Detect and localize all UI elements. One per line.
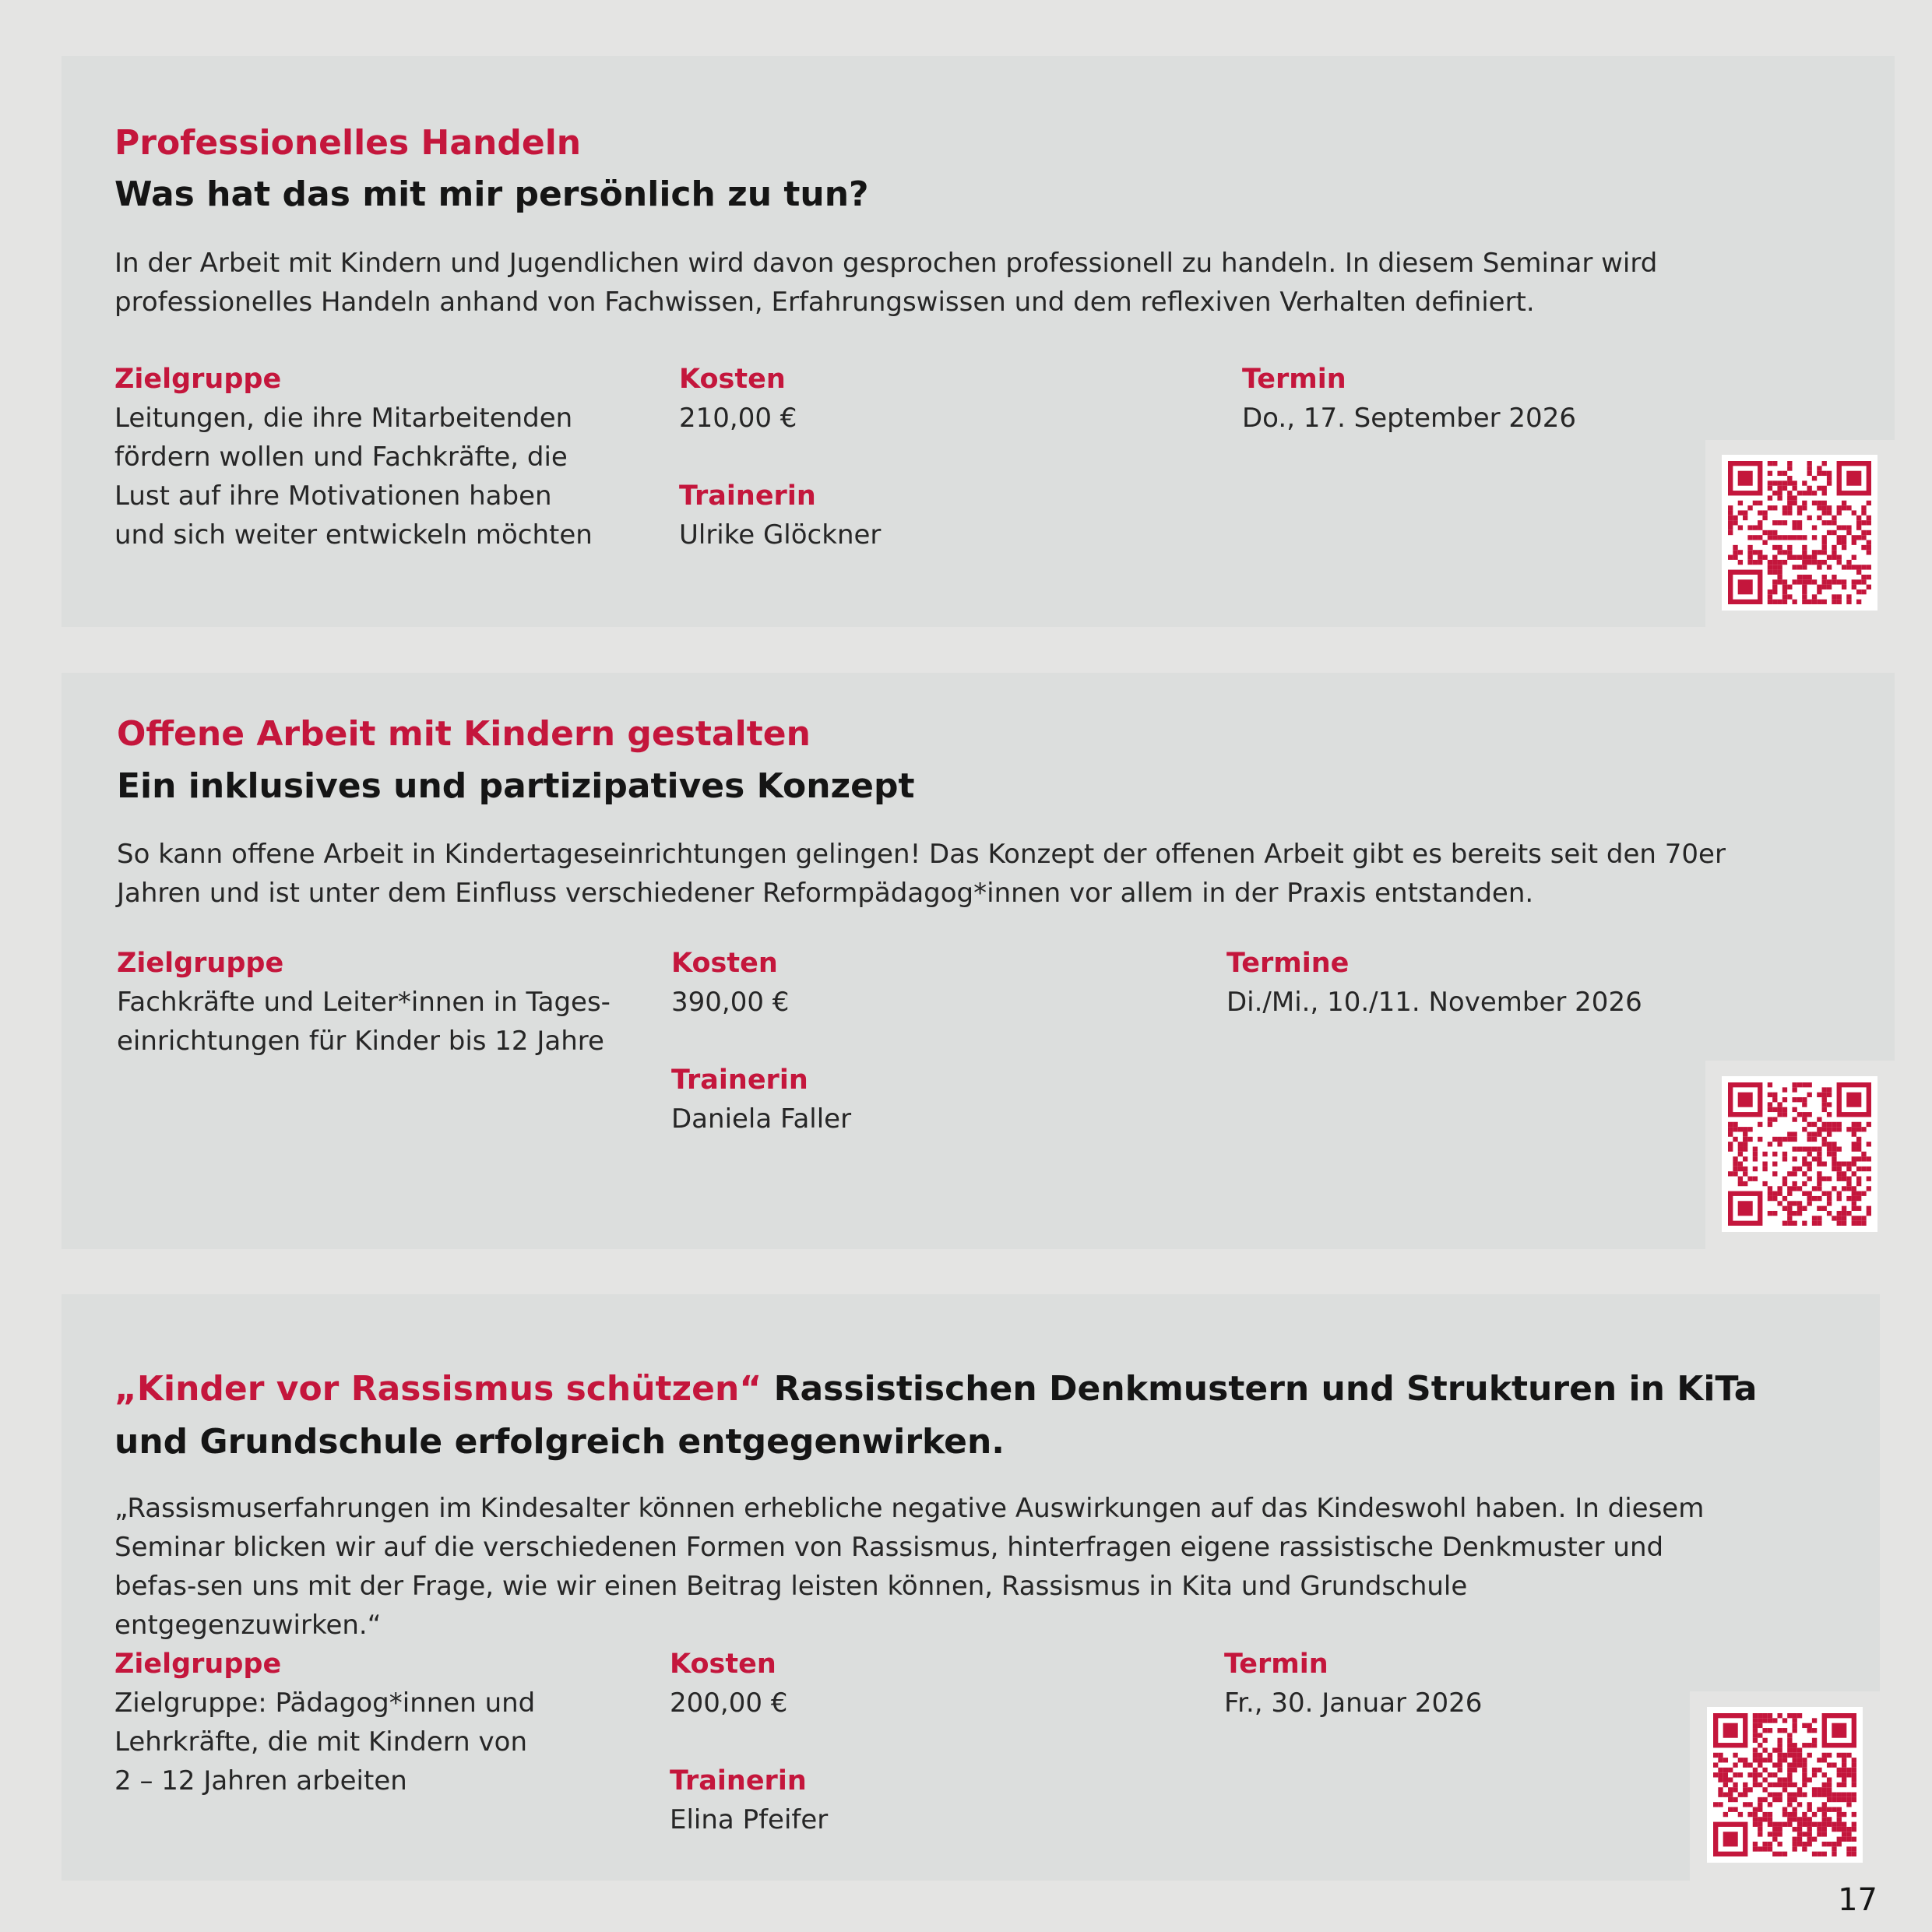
- section-subtitle: Rassistischen Denkmustern und Strukturen in KiTa und Grundschule erfolgreich entgegenwirken.: [114, 1369, 1758, 1462]
- target-label: Zielgruppe: [114, 1649, 282, 1680]
- date-label: Termine: [1226, 948, 1350, 979]
- cost-label: Kosten: [670, 1649, 776, 1680]
- qr-code-2[interactable]: [1722, 1076, 1877, 1232]
- section-title: Professionelles Handeln: [114, 123, 582, 163]
- date-label: Termin: [1224, 1649, 1328, 1680]
- cost-label: Kosten: [671, 948, 778, 979]
- trainer-value: Ulrike Glöckner: [679, 519, 882, 551]
- cost-label: Kosten: [679, 364, 786, 395]
- qr-code-3[interactable]: [1707, 1707, 1863, 1863]
- trainer-value: Daniela Faller: [671, 1103, 852, 1135]
- section-subtitle: Ein inklusives und partizipatives Konzept: [117, 766, 915, 806]
- trainer-label: Trainerin: [670, 1765, 807, 1797]
- target-line: und sich weiter entwickeln möchten: [114, 519, 593, 551]
- date-value: Di./Mi., 10./11. November 2026: [1226, 987, 1642, 1018]
- target-line: 2 – 12 Jahren arbeiten: [114, 1765, 407, 1797]
- target-line: Zielgruppe: Pädagog*innen und: [114, 1687, 536, 1719]
- target-line: fördern wollen und Fachkräfte, die: [114, 442, 568, 473]
- cost-value: 200,00 €: [670, 1687, 788, 1719]
- trainer-label: Trainerin: [679, 480, 816, 512]
- card-offene-arbeit: [62, 673, 1895, 1249]
- cost-value: 210,00 €: [679, 403, 797, 434]
- page-number: 17: [1838, 1882, 1877, 1918]
- date-value: Fr., 30. Januar 2026: [1224, 1687, 1483, 1719]
- section-subtitle: Was hat das mit mir persönlich zu tun?: [114, 174, 869, 214]
- target-line: Fachkräfte und Leiter*innen in Tages-: [117, 987, 611, 1018]
- qr-code-1[interactable]: [1722, 455, 1877, 611]
- section-description: In der Arbeit mit Kindern und Jugendlichen wird davon gesprochen professionell zu handeln. In diesem Seminar wird professionelles Handeln anhand von Fachwissen, Erfahrungswissen und dem reflexiven Verhalten definiert.: [114, 248, 1658, 318]
- date-value: Do., 17. September 2026: [1242, 403, 1576, 434]
- trainer-value: Elina Pfeifer: [670, 1804, 829, 1835]
- section-description: „Rassismuserfahrungen im Kindesalter können erhebliche negative Auswirkungen auf das Kindeswohl haben. In diesem Seminar blicken wir auf die verschiedenen Formen von Rassismus, hinterfragen eigene rassistische Denkmuster und befas-sen uns mit der Frage, wie wir einen Beitrag leisten können, Rassismus in Kita und Grundschule entgegenzuwirken.“: [114, 1493, 1705, 1641]
- cost-value: 390,00 €: [671, 987, 790, 1018]
- section-title: „Kinder vor Rassismus schützen“: [114, 1369, 762, 1409]
- qr-code-icon: [1728, 461, 1871, 604]
- section-title-combined: [114, 1363, 1789, 1469]
- date-label: Termin: [1242, 364, 1346, 395]
- section-description: So kann offene Arbeit in Kindertageseinrichtungen gelingen! Das Konzept der offenen Arbeit gibt es bereits seit den 70er Jahren und ist unter dem Einfluss verschiedener Reformpädagog*innen vor allem in der Praxis entstanden.: [117, 839, 1726, 909]
- qr-code-icon: [1713, 1713, 1856, 1856]
- section-title: Offene Arbeit mit Kindern gestalten: [117, 714, 811, 754]
- target-line: Leitungen, die ihre Mitarbeitenden: [114, 403, 573, 434]
- target-line: Lehrkräfte, die mit Kindern von: [114, 1726, 527, 1758]
- target-line: einrichtungen für Kinder bis 12 Jahre: [117, 1026, 604, 1057]
- target-label: Zielgruppe: [114, 364, 282, 395]
- target-label: Zielgruppe: [117, 948, 284, 979]
- qr-code-icon: [1728, 1082, 1871, 1226]
- trainer-label: Trainerin: [671, 1065, 808, 1096]
- target-line: Lust auf ihre Motivationen haben: [114, 480, 552, 512]
